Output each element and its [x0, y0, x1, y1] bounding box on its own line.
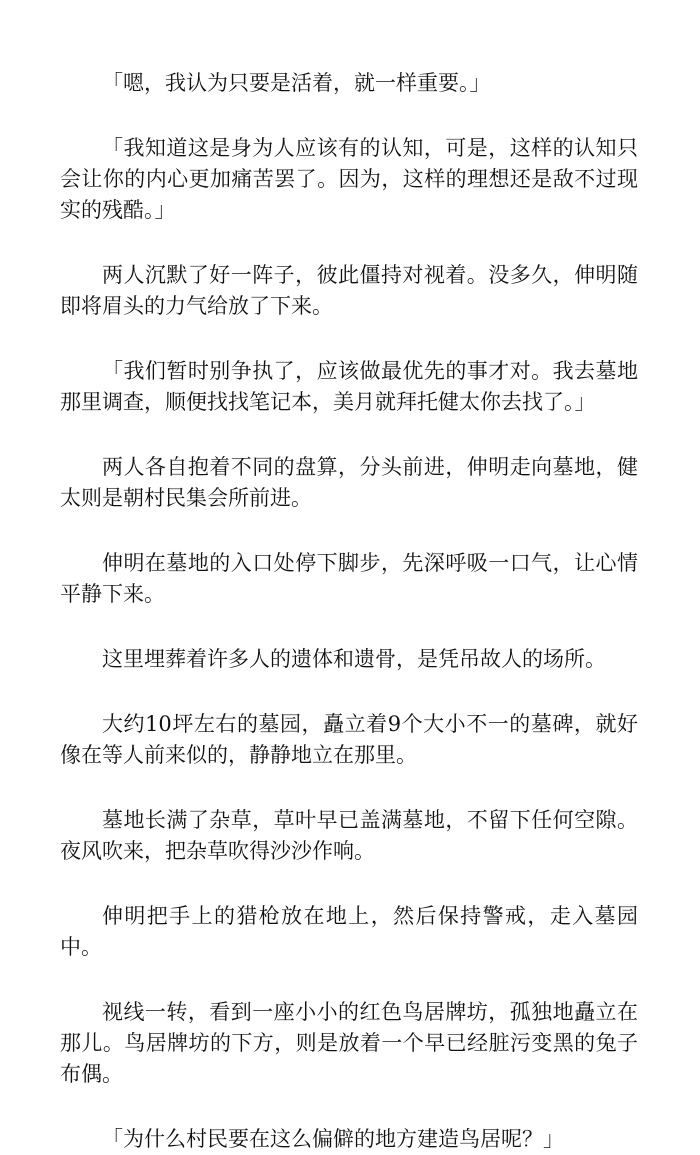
paragraph-5: 两人各自抱着不同的盘算，分头前进，伸明走向墓地，健太则是朝村民集会所前进。: [60, 455, 638, 510]
paragraph-2: 「我知道这是身为人应该有的认知，可是，这样的认知只会让你的内心更加痛苦罢了。因为，这样的理想还是敌不过现实的残酷。」: [60, 136, 638, 222]
paragraph-1: 「嗯，我认为只要是活着，就一样重要。」: [102, 71, 491, 95]
paragraph-7: 这里埋葬着许多人的遗体和遗骨，是凭吊故人的场所。: [102, 647, 606, 671]
paragraph-3: 两人沉默了好一阵子，彼此僵持对视着。没多久，伸明随即将眉头的力气给放了下来。: [60, 263, 638, 318]
paragraph-11: 视线一转，看到一座小小的红色鸟居牌坊，孤独地矗立在那儿。鸟居牌坊的下方，则是放着一个早已经脏污变黑的兔子布偶。: [60, 1000, 638, 1086]
paragraph-4: 「我们暂时别争执了，应该做最优先的事才对。我去墓地那里调查，顺便找找笔记本，美月就拜托健太你去找了。」: [60, 359, 638, 414]
paragraph-8: 大约10坪左右的墓园，矗立着9个大小不一的墓碑，就好像在等人前来似的，静静地立在那里。: [60, 712, 638, 767]
paragraph-10: 伸明把手上的猎枪放在地上，然后保持警戒，走入墓园中。: [60, 904, 638, 959]
paragraph-9: 墓地长满了杂草，草叶早已盖满墓地，不留下任何空隙。夜风吹来，把杂草吹得沙沙作响。: [60, 808, 638, 863]
paragraph-12: 「为什么村民要在这么偏僻的地方建造鸟居呢？」: [102, 1127, 564, 1151]
paragraph-6: 伸明在墓地的入口处停下脚步，先深呼吸一口气，让心情平静下来。: [60, 551, 638, 606]
